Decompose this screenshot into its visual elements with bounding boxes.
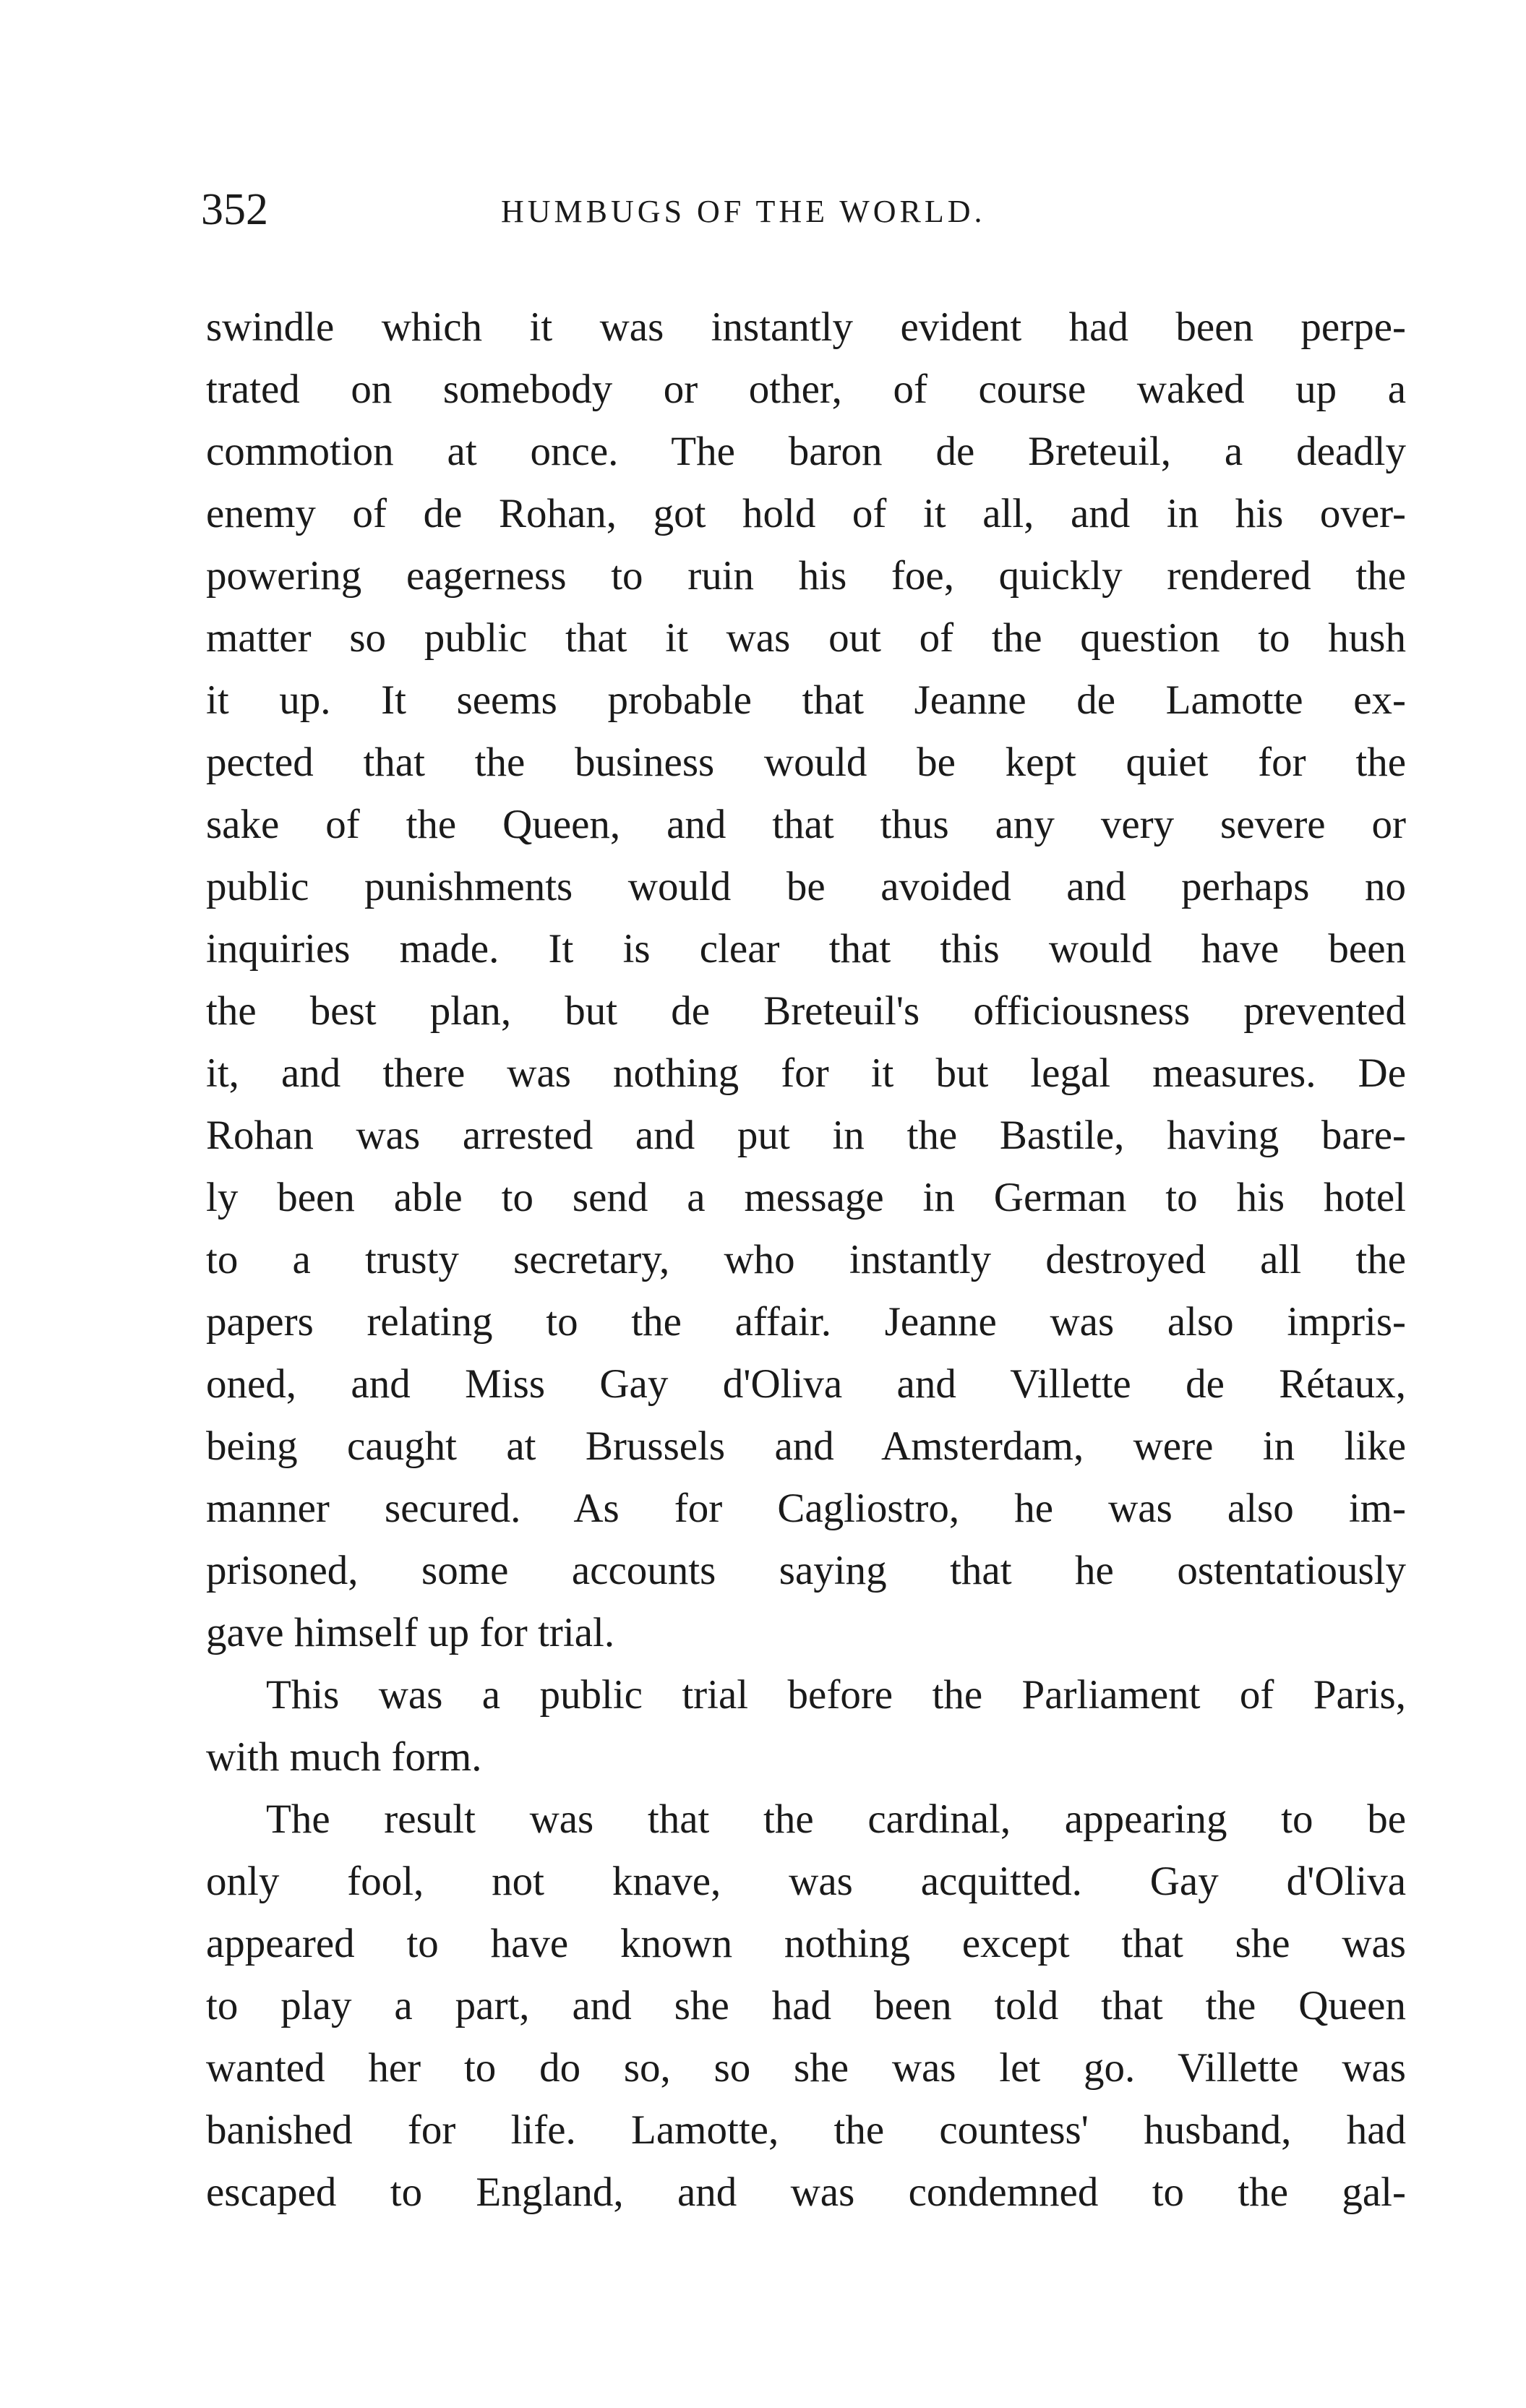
text-line: sake of the Queen, and that thus any very severe or — [206, 802, 1406, 847]
text-line: appeared to have known nothing except that she was — [206, 1921, 1406, 1966]
text-line: manner secured. As for Cagliostro, he was also im- — [206, 1486, 1406, 1531]
text-line: The result was that the cardinal, appearing to be — [266, 1796, 1406, 1842]
text-line: public punishments would be avoided and perhaps no — [206, 864, 1406, 909]
text-line: swindle which it was instantly evident had been perpe- — [206, 304, 1406, 350]
running-title: HUMBUGS OF THE WORLD. — [501, 194, 986, 229]
text-line: gave himself up for trial. — [206, 1610, 615, 1655]
text-line: only fool, not knave, was acquitted. Gay d'Oliva — [206, 1859, 1406, 1904]
text-line: escaped to England, and was condemned to the gal- — [206, 2169, 1406, 2215]
text-line: the best plan, but de Breteuil's officiousness prevented — [206, 988, 1406, 1034]
text-line: This was a public trial before the Parliament of Paris, — [266, 1672, 1406, 1718]
text-line: Rohan was arrested and put in the Bastile, having bare- — [206, 1113, 1406, 1158]
text-line: with much form. — [206, 1734, 482, 1780]
page-number: 352 — [201, 185, 268, 234]
text-line: wanted her to do so, so she was let go. Villette was — [206, 2045, 1406, 2091]
text-line: enemy of de Rohan, got hold of it all, and in his over- — [206, 491, 1406, 536]
text-line: prisoned, some accounts saying that he ostentatiously — [206, 1548, 1406, 1593]
text-line: commotion at once. The baron de Breteuil, a deadly — [206, 429, 1406, 474]
text-line: trated on somebody or other, of course waked up a — [206, 367, 1406, 412]
text-line: powering eagerness to ruin his foe, quickly rendered the — [206, 553, 1406, 599]
text-line: pected that the business would be kept quiet for the — [206, 740, 1406, 785]
text-line: it up. It seems probable that Jeanne de Lamotte ex- — [206, 677, 1406, 723]
running-head — [201, 181, 1068, 239]
text-line: being caught at Brussels and Amsterdam, were in like — [206, 1423, 1406, 1469]
text-line: it, and there was nothing for it but legal measures. De — [206, 1050, 1406, 1096]
text-line: to a trusty secretary, who instantly destroyed all the — [206, 1237, 1406, 1282]
text-line: banished for life. Lamotte, the countess' husband, had — [206, 2107, 1406, 2153]
text-line: to play a part, and she had been told that the Queen — [206, 1983, 1406, 2028]
text-line: matter so public that it was out of the question to hush — [206, 615, 1406, 661]
text-line: papers relating to the affair. Jeanne was also impris- — [206, 1299, 1406, 1345]
text-line: inquiries made. It is clear that this would have been — [206, 926, 1406, 972]
text-line: oned, and Miss Gay d'Oliva and Villette de Rétaux, — [206, 1361, 1406, 1407]
body-text — [206, 296, 1406, 2224]
text-line: ly been able to send a message in German to his hotel — [206, 1175, 1406, 1220]
